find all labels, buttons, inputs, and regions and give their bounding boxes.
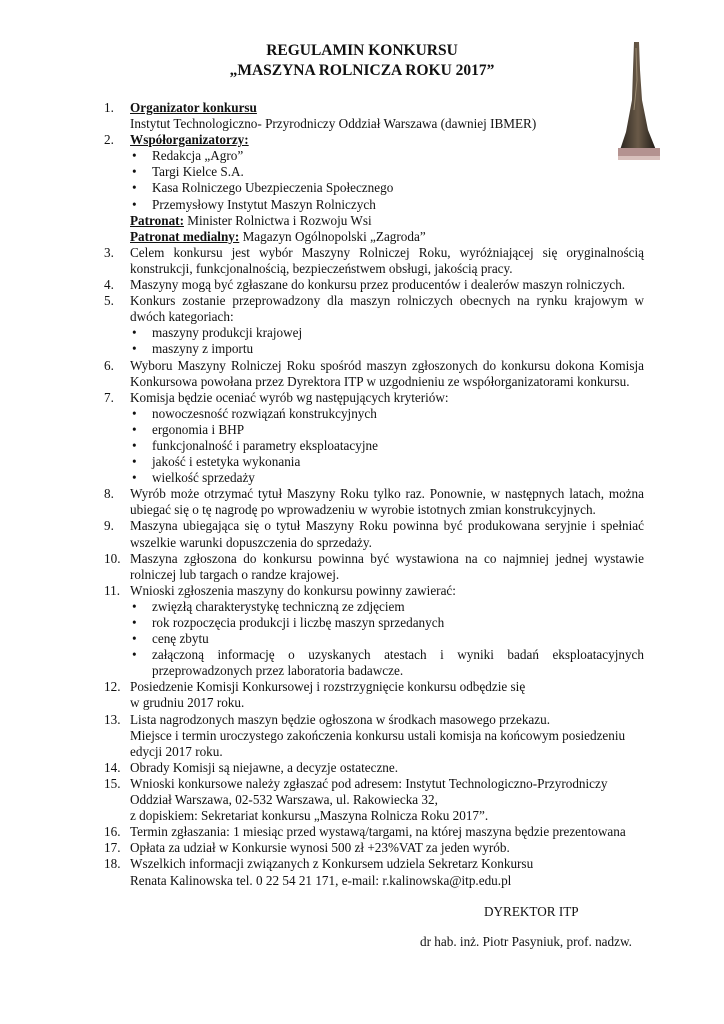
media-patron-label: Patronat medialny: (130, 228, 240, 244)
list-item: 10. Maszyna zgłoszona do konkursu powinna być wystawiona na co najmniej jednej wystawie rolniczej lub targach o randze krajowej. (104, 550, 644, 582)
list-item: 16. Termin zgłaszania: 1 miesiąc przed wystawą/targami, na której maszyna będzie prezentowana (104, 824, 626, 840)
list-item: 9. Maszyna ubiegająca się o tytuł Maszyny Roku powinna być produkowana seryjnie i spełniać wszelkie warunki dopuszczenia do sprzedaży. (104, 518, 644, 550)
list-item: 17. Opłata za udział w Konkursie wynosi 500 zł +23%VAT za jeden wyrób. (104, 840, 510, 856)
patron-label: Patronat: (130, 212, 184, 228)
list-item: 14. Obrady Komisji są niejawne, a decyzje ostateczne. (104, 759, 399, 775)
list-item: 4. Maszyny mogą być zgłaszane do konkursu przez producentów i dealerów maszyn rolniczych. (104, 277, 626, 293)
list-item: 8. Wyrób może otrzymać tytuł Maszyny Roku tylko raz. Ponownie, w następnych latach, można ubiegać się o tę nagrodę po wprowadzeniu w wyrobie istotnych zmian konstrukcyjnych. (104, 486, 644, 518)
list-item: 12. Posiedzenie Komisji Konkursowej i rozstrzygnięcie konkursu odbędzie się w grudniu 2017 roku. (104, 679, 526, 711)
list-item: 2. Współorganizatorzy: • Redakcja „Agro” • Targi Kielce S.A. • Kasa Rolniczego Ubezpieczenia Społecznego • Przemysłowy Instytut Maszyn Rolniczych Patronat: Minister Rolnictwa i Rozwoju Wsi Patronat medialny: Magazyn Ogólnopolski „Zagroda” (104, 132, 644, 245)
list-item: 1. Organizator konkursu Instytut Technologiczno- Przyrodniczy Oddział Warszawa (dawniej IBMER) (104, 100, 537, 132)
list-item: 3. Celem konkursu jest wybór Maszyny Rolniczej Roku, wyróżniającej się oryginalnością konstrukcji, funkcjonalnością, bezpieczeństwem obsługi, jakością pracy. (104, 244, 644, 276)
organizer-heading: Organizator konkursu (130, 100, 257, 115)
list-item: 5. Konkurs zostanie przeprowadzony dla maszyn rolniczych obecnych na rynku krajowym w dwóch kategoriach: • maszyny produkcji krajowej • maszyny z importu (104, 293, 644, 357)
signature-name: dr hab. inż. Piotr Pasyniuk, prof. nadzw. (420, 934, 632, 949)
page-title-line1: REGULAMIN KONKURSU (266, 42, 458, 59)
list-item: 6. Wyboru Maszyny Rolniczej Roku spośród maszyn zgłoszonych do konkursu dokona Komisja Konkursowa powołana przez Dyrektora ITP w uzgodnieniu ze współorganizatorami konkursu. (104, 357, 644, 389)
list-item: 7. Komisja będzie oceniać wyrób wg następujących kryteriów: • nowoczesność rozwiązań konstrukcyjnych • ergonomia i BHP • funkcjonalność i parametry eksploatacyjne • jakość i estetyka wykonania • wielkość sprzedaży (104, 390, 644, 487)
coorganizers-heading: Współorganizatorzy: (130, 132, 249, 148)
list-item: 13. Lista nagrodzonych maszyn będzie ogłoszona w środkach masowego przekazu. Miejsce i termin uroczystego zakończenia konkursu ustali komisja na końcowym posiedzeniu edycji 2017 roku. (104, 711, 626, 759)
rules-list (104, 100, 644, 889)
list-item: 18. Wszelkich informacji związanych z Konkursem udziela Sekretarz Konkursu Renata Kalinowska tel. 0 22 54 21 171, e-mail: r.kalinowska@itp.edu.pl (104, 856, 534, 888)
signature-role: DYREKTOR ITP (484, 904, 579, 919)
page-title-line2: „MASZYNA ROLNICZA ROKU 2017” (229, 62, 495, 79)
list-item: 11. Wnioski zgłoszenia maszyny do konkursu powinny zawierać: • zwięzłą charakterystykę techniczną ze zdjęciem • rok rozpoczęcia produkcji i liczbę maszyn sprzedanych • cenę zbytu • załączoną informację o uzyskanych atestach i wyniki badań eksploatacyjnych przeprowadzonych przez laboratoria badawcze. (104, 583, 644, 680)
list-item: 15. Wnioski konkursowe należy zgłaszać pod adresem: Instytut Technologiczno-Przyrodniczy Oddział Warszawa, 02-532 Warszawa, ul. Rakowiecka 32, z dopiskiem: Sekretariat konkursu „Maszyna Rolnicza Roku 2017”. (104, 775, 608, 824)
